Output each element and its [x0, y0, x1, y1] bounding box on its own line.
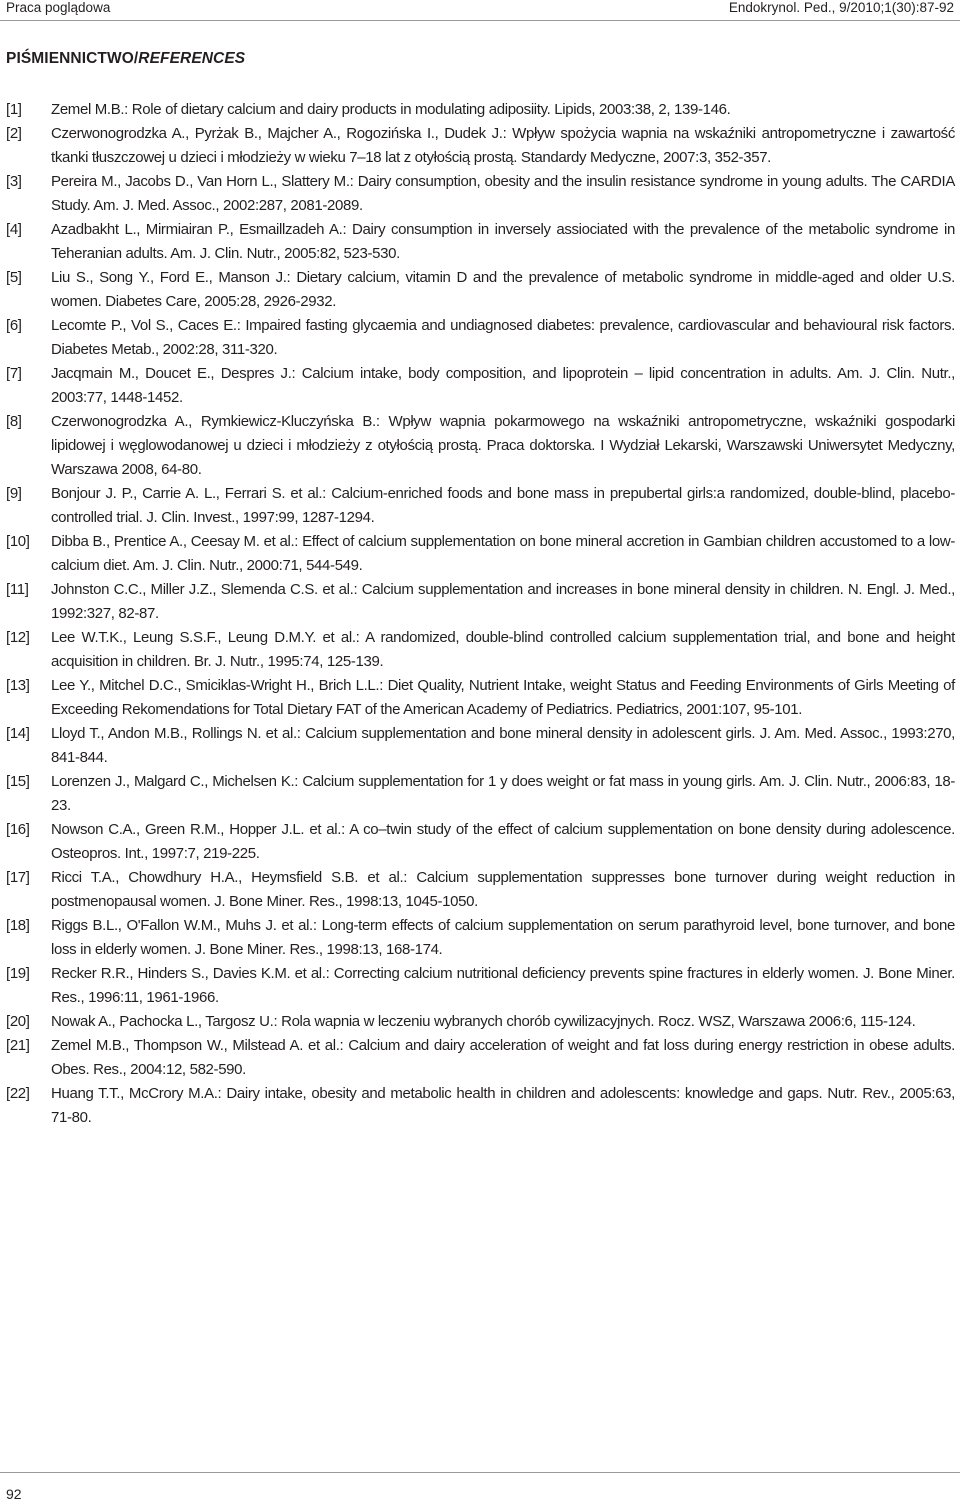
reference-list	[6, 98, 955, 1130]
reference-text: Pereira M., Jacobs D., Van Horn L., Slattery M.: Dairy consumption, obesity and the insulin resistance syndrome in young adults. The CARDIA Study. Am. J. Med. Assoc., 2002:287, 2081-2089.	[51, 173, 955, 214]
section-title	[6, 50, 245, 68]
reference-number: [12]	[6, 629, 30, 646]
reference-number: [20]	[6, 1013, 30, 1030]
reference-item	[6, 1082, 955, 1130]
reference-item	[6, 722, 955, 770]
article-type-label: Praca poglądowa	[6, 0, 111, 15]
reference-text: Dibba B., Prentice A., Ceesay M. et al.: Effect of calcium supplementation on bone mineral accretion in Gambian children accustomed to a low-calcium diet. Am. J. Clin. Nutr., 2000:71, 544-549.	[51, 533, 955, 574]
reference-number: [15]	[6, 773, 30, 790]
reference-item	[6, 770, 955, 818]
reference-item	[6, 578, 955, 626]
reference-item	[6, 914, 955, 962]
reference-number: [17]	[6, 869, 30, 886]
reference-item	[6, 866, 955, 914]
reference-number: [16]	[6, 821, 30, 838]
reference-text: Zemel M.B., Thompson W., Milstead A. et al.: Calcium and dairy acceleration of weight and fat loss during energy restriction in obese adults. Obes. Res., 2004:12, 582-590.	[51, 1037, 955, 1078]
reference-number: [9]	[6, 485, 22, 502]
reference-item	[6, 482, 955, 530]
reference-item	[6, 674, 955, 722]
reference-number: [22]	[6, 1085, 30, 1102]
reference-number: [21]	[6, 1037, 30, 1054]
reference-text: Ricci T.A., Chowdhury H.A., Heymsfield S.B. et al.: Calcium supplementation suppresses bone turnover during weight reduction in postmenopausal women. J. Bone Miner. Res., 1998:13, 1045-1050.	[51, 869, 955, 910]
footer-divider	[0, 1472, 960, 1473]
reference-number: [1]	[6, 101, 22, 118]
reference-number: [5]	[6, 269, 22, 286]
reference-number: [4]	[6, 221, 22, 238]
reference-text: Lloyd T., Andon M.B., Rollings N. et al.: Calcium supplementation and bone mineral density in adolescent girls. J. Am. Med. Assoc., 1993:270, 841-844.	[51, 725, 955, 766]
reference-number: [14]	[6, 725, 30, 742]
reference-number: [6]	[6, 317, 22, 334]
reference-number: [18]	[6, 917, 30, 934]
reference-number: [13]	[6, 677, 30, 694]
reference-text: Nowak A., Pachocka L., Targosz U.: Rola wapnia w leczeniu wybranych chorób cywilizacyjnych. Rocz. WSZ, Warszawa 2006:6, 115-124.	[51, 1013, 916, 1030]
reference-item	[6, 170, 955, 218]
reference-number: [2]	[6, 125, 22, 142]
reference-item	[6, 266, 955, 314]
reference-item	[6, 530, 955, 578]
journal-citation: Endokrynol. Ped., 9/2010;1(30):87-92	[728, 0, 954, 15]
reference-number: [11]	[6, 581, 29, 598]
reference-number: [8]	[6, 413, 22, 430]
reference-item	[6, 1010, 955, 1034]
reference-number: [3]	[6, 173, 22, 190]
reference-item	[6, 122, 955, 170]
running-header	[6, 0, 954, 20]
reference-text: Liu S., Song Y., Ford E., Manson J.: Dietary calcium, vitamin D and the prevalence of metabolic syndrome in middle-aged and older U.S. women. Diabetes Care, 2005:28, 2926-2932.	[51, 269, 955, 310]
section-title-italic: REFERENCES	[138, 50, 246, 67]
reference-item	[6, 410, 955, 482]
reference-text: Azadbakht L., Mirmiairan P., Esmaillzadeh A.: Dairy consumption in inversely assiociated with the prevalence of the metabolic syndrome in Teheranian adults. Am. J. Clin. Nutr., 2005:82, 523-530.	[51, 221, 955, 262]
reference-item	[6, 626, 955, 674]
reference-item	[6, 98, 955, 122]
reference-text: Riggs B.L., O'Fallon W.M., Muhs J. et al.: Long-term effects of calcium supplementation on serum parathyroid level, bone turnover, and bone loss in elderly women. J. Bone Miner. Res., 1998:13, 168-174.	[51, 917, 955, 958]
reference-text: Lee Y., Mitchel D.C., Smiciklas-Wright H., Brich L.L.: Diet Quality, Nutrient Intake, weight Status and Feeding Environments of Girls Meeting of Exceeding Rekomendations for Total Dietary FAT of the American Academy of Pediatrics. Pediatrics, 2001:107, 95-101.	[51, 677, 955, 718]
reference-text: Zemel M.B.: Role of dietary calcium and dairy products in modulating adiposiity. Lipids, 2003:38, 2, 139-146.	[51, 101, 731, 118]
reference-item	[6, 362, 955, 410]
reference-text: Jacqmain M., Doucet E., Despres J.: Calcium intake, body composition, and lipoprotein – lipid concentration in adults. Am. J. Clin. Nutr., 2003:77, 1448-1452.	[51, 365, 955, 406]
reference-item	[6, 818, 955, 866]
reference-number: [10]	[6, 533, 30, 550]
reference-number: [19]	[6, 965, 30, 982]
reference-text: Lecomte P., Vol S., Caces E.: Impaired fasting glycaemia and undiagnosed diabetes: prevalence, cardiovascular and behavioural risk factors. Diabetes Metab., 2002:28, 311-320.	[51, 317, 955, 358]
header-divider	[0, 20, 960, 21]
reference-item	[6, 218, 955, 266]
reference-text: Czerwonogrodzka A., Pyrżak B., Majcher A., Rogozińska I., Dudek J.: Wpływ spożycia wapnia na wskaźniki antropometryczne i zawartość tkanki tłuszczowej u dzieci i młodzieży w wieku 7–18 lat z otyłością prostą. Standardy Medyczne, 2007:3, 352-357.	[51, 125, 955, 166]
reference-text: Nowson C.A., Green R.M., Hopper J.L. et al.: A co–twin study of the effect of calcium supplementation on bone density during adolescence. Osteopros. Int., 1997:7, 219-225.	[51, 821, 955, 862]
page-number: 92	[6, 1486, 22, 1502]
reference-text: Johnston C.C., Miller J.Z., Slemenda C.S. et al.: Calcium supplementation and increases in bone mineral density in children. N. Engl. J. Med., 1992:327, 82-87.	[51, 581, 955, 622]
reference-item	[6, 1034, 955, 1082]
reference-text: Lee W.T.K., Leung S.S.F., Leung D.M.Y. et al.: A randomized, double-blind controlled calcium supplementation trial, and bone and height acquisition in children. Br. J. Nutr., 1995:74, 125-139.	[51, 629, 955, 670]
reference-text: Huang T.T., McCrory M.A.: Dairy intake, obesity and metabolic health in children and adolescents: knowledge and gaps. Nutr. Rev., 2005:63, 71-80.	[51, 1085, 955, 1126]
reference-text: Czerwonogrodzka A., Rymkiewicz-Kluczyńska B.: Wpływ wapnia pokarmowego na wskaźniki antropometryczne, wskaźniki gospodarki lipidowej i węglowodanowej u dzieci i młodzieży z otyłością prostą. Praca doktorska. I Wydział Lekarski, Warszawski Uniwersytet Medyczny, Warszawa 2008, 64-80.	[51, 413, 955, 478]
reference-text: Recker R.R., Hinders S., Davies K.M. et al.: Correcting calcium nutritional deficiency prevents spine fractures in elderly women. J. Bone Miner. Res., 1996:11, 1961-1966.	[51, 965, 955, 1006]
reference-number: [7]	[6, 365, 22, 382]
section-title-main: PIŚMIENNICTWO/	[6, 50, 139, 67]
reference-text: Bonjour J. P., Carrie A. L., Ferrari S. et al.: Calcium-enriched foods and bone mass in prepubertal girls:a randomized, double-blind, placebo-controlled trial. J. Clin. Invest., 1997:99, 1287-1294.	[51, 485, 955, 526]
reference-item	[6, 314, 955, 362]
reference-text: Lorenzen J., Malgard C., Michelsen K.: Calcium supplementation for 1 y does weight or fat mass in young girls. Am. J. Clin. Nutr., 2006:83, 18-23.	[51, 773, 955, 814]
reference-item	[6, 962, 955, 1010]
